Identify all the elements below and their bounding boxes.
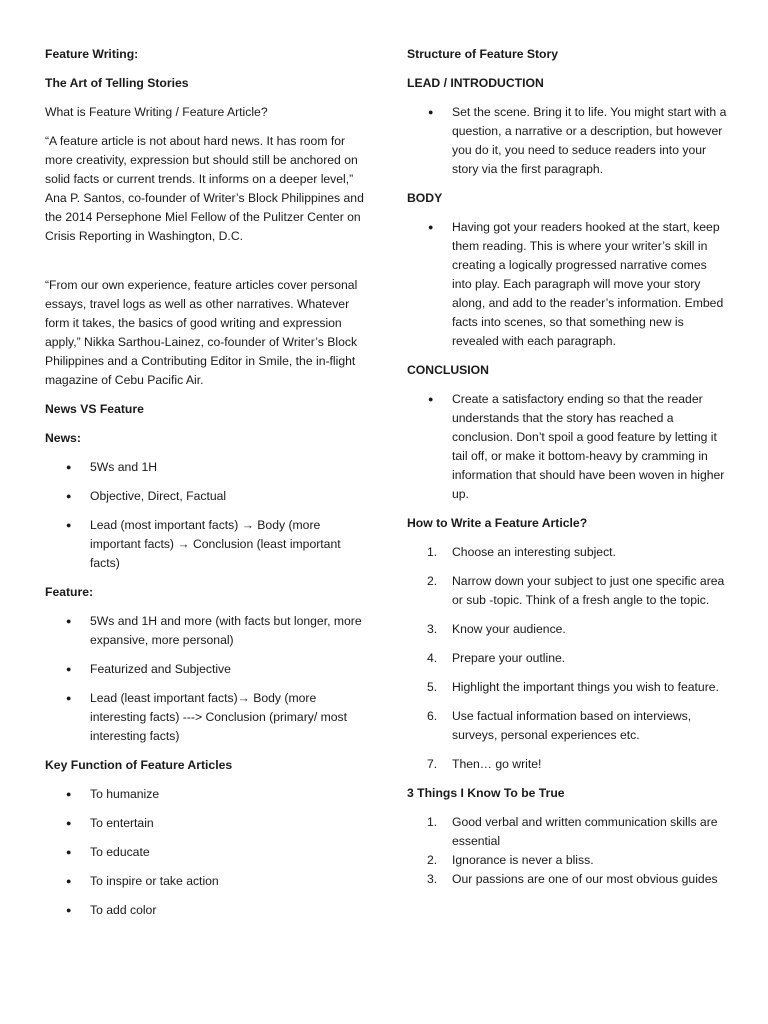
three-things-list bbox=[407, 813, 727, 889]
bullet-marker: ● bbox=[66, 818, 72, 828]
number-marker: 6. bbox=[427, 709, 438, 723]
conclusion-heading: CONCLUSION bbox=[407, 363, 489, 377]
list-item: ● Having got your readers hooked at the start, keep them reading. This is where your writer’s skill in creating a logically progressed narrative comes into play. Each paragraph will move your story along, and add to the reader’s information. Embed facts into scenes, so that something new is revealed with each paragraph. bbox=[428, 220, 724, 348]
document-title: Feature Writing: bbox=[45, 47, 139, 61]
bullet-marker: ● bbox=[66, 876, 72, 886]
spacer bbox=[45, 256, 367, 276]
list-item: ● 5Ws and 1H bbox=[45, 458, 367, 477]
list-item: 7. Then… go write! bbox=[407, 755, 727, 774]
list-item: ● To humanize bbox=[45, 785, 367, 804]
structure-heading: Structure of Feature Story bbox=[407, 47, 559, 61]
list-item: ● To add color bbox=[45, 901, 367, 920]
number-marker: 2. bbox=[427, 574, 438, 588]
left-column bbox=[45, 45, 367, 930]
right-column bbox=[407, 45, 727, 889]
list-item: 6. Use factual information based on interviews, surveys, personal experiences etc. bbox=[427, 709, 692, 742]
bullet-marker: ● bbox=[428, 107, 434, 117]
list-item: 2. Narrow down your subject to just one specific area or sub -topic. Think of a fresh angle to the topic. bbox=[427, 574, 725, 607]
list-item: 5. Highlight the important things you wish to feature. bbox=[407, 678, 727, 697]
list-item: 3. Our passions are one of our most obvious guides bbox=[407, 870, 727, 889]
quote-sarthou-lainez: “From our own experience, feature articles cover personal essays, travel logs as well as other narratives. Whatever form it takes, the basics of good writing and expression apply,” Nikka Sarthou-Lainez, co-founder of Writer’s Block Philippines and a Contributing Editor in Smile, the in-flight magazine of Cebu Pacific Air. bbox=[45, 278, 358, 387]
list-item: ● Set the scene. Bring it to life. You might start with a question, a narrative or a description, but however you do it, you need to seduce readers into your story via the first paragraph. bbox=[428, 105, 727, 176]
list-item: ● Featurized and Subjective bbox=[45, 660, 367, 679]
list-item: 3. Know your audience. bbox=[407, 620, 727, 639]
number-marker: 3. bbox=[427, 872, 438, 886]
bullet-marker: ● bbox=[428, 222, 434, 232]
lead-list bbox=[407, 103, 727, 179]
three-things-heading: 3 Things I Know To be True bbox=[407, 786, 565, 800]
bullet-marker: ● bbox=[428, 394, 434, 404]
list-item: ● Lead (most important facts) → Body (more important facts) → Conclusion (least important facts) bbox=[66, 518, 341, 570]
body-list bbox=[407, 218, 727, 351]
feature-label: Feature: bbox=[45, 585, 94, 599]
bullet-marker: ● bbox=[66, 462, 72, 472]
howto-heading: How to Write a Feature Article? bbox=[407, 516, 588, 530]
document-subtitle: The Art of Telling Stories bbox=[45, 76, 189, 90]
lead-heading: LEAD / INTRODUCTION bbox=[407, 76, 544, 90]
conclusion-list bbox=[407, 390, 727, 504]
number-marker: 1. bbox=[427, 545, 438, 559]
bullet-marker: ● bbox=[66, 520, 72, 530]
list-item: ● To entertain bbox=[45, 814, 367, 833]
quote-santos: “A feature article is not about hard news. It has room for more creativity, expression but should still be anchored on solid facts or current trends. It informs on a deeper level,” Ana P. Santos, co-founder of Writer’s Block Philippines and the 2014 Persephone Miel Fellow of the Pulitzer Center on Crisis Reporting in Washington, D.C. bbox=[45, 134, 364, 243]
number-marker: 5. bbox=[427, 680, 438, 694]
key-function-heading: Key Function of Feature Articles bbox=[45, 758, 233, 772]
list-item: ● Lead (least important facts)→ Body (more interesting facts) ---> Conclusion (primary/ most interesting facts) bbox=[66, 691, 348, 743]
number-marker: 4. bbox=[427, 651, 438, 665]
list-item: 2. Ignorance is never a bliss. bbox=[407, 851, 727, 870]
bullet-marker: ● bbox=[66, 847, 72, 857]
number-marker: 1. bbox=[427, 815, 438, 829]
bullet-marker: ● bbox=[66, 491, 72, 501]
list-item: ● To inspire or take action bbox=[45, 872, 367, 891]
body-heading: BODY bbox=[407, 191, 443, 205]
number-marker: 2. bbox=[427, 853, 438, 867]
list-item: 1. Choose an interesting subject. bbox=[407, 543, 727, 562]
howto-list bbox=[407, 543, 727, 774]
bullet-marker: ● bbox=[66, 616, 72, 626]
key-function-list bbox=[45, 785, 367, 920]
news-label: News: bbox=[45, 431, 81, 445]
bullet-marker: ● bbox=[66, 789, 72, 799]
list-item: ● Create a satisfactory ending so that the reader understands that the story has reached a conclusion. Don’t spoil a good feature by letting it tail off, or make it bottom-heavy by cramming in information that should have been woven in higher up. bbox=[428, 392, 725, 501]
news-vs-feature-heading: News VS Feature bbox=[45, 402, 144, 416]
list-item: ● To educate bbox=[45, 843, 367, 862]
list-item: ● Objective, Direct, Factual bbox=[45, 487, 367, 506]
intro-question: What is Feature Writing / Feature Article? bbox=[45, 105, 268, 119]
news-list bbox=[45, 458, 367, 573]
bullet-marker: ● bbox=[66, 664, 72, 674]
number-marker: 7. bbox=[427, 757, 438, 771]
list-item: 4. Prepare your outline. bbox=[407, 649, 727, 668]
list-item: ● 5Ws and 1H and more (with facts but longer, more expansive, more personal) bbox=[66, 614, 362, 647]
feature-list bbox=[45, 612, 367, 746]
bullet-marker: ● bbox=[66, 905, 72, 915]
list-item: 1. Good verbal and written communication skills are essential bbox=[427, 815, 718, 848]
number-marker: 3. bbox=[427, 622, 438, 636]
bullet-marker: ● bbox=[66, 693, 72, 703]
